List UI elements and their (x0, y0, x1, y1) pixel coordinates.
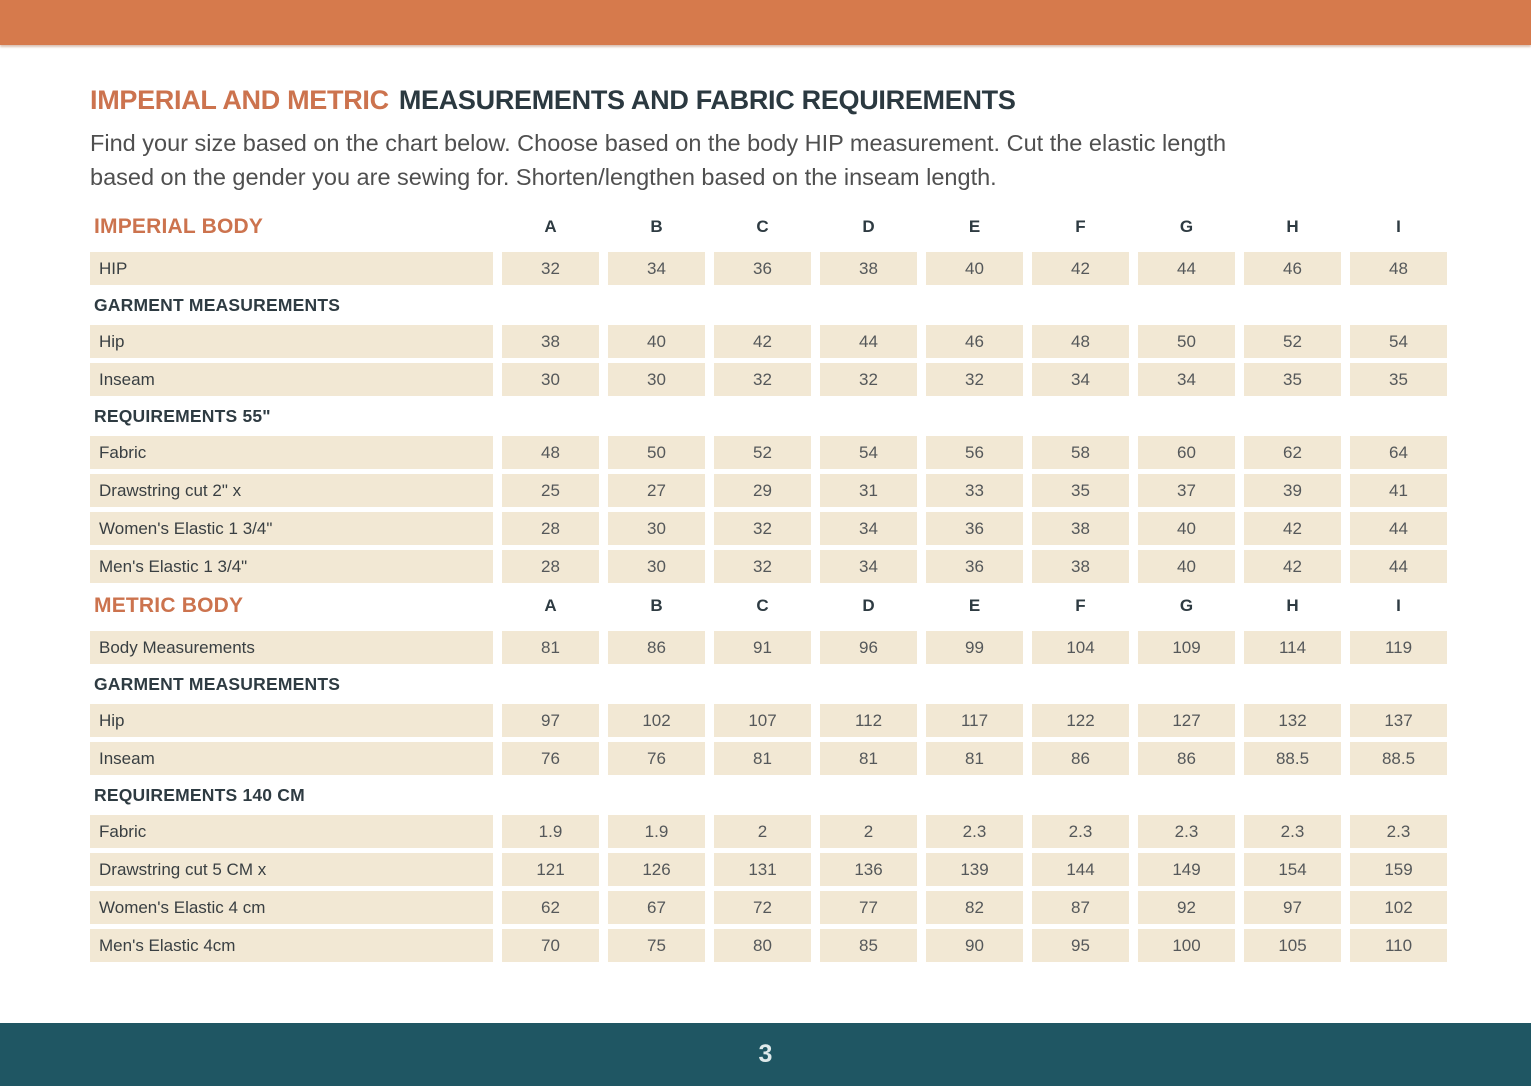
table-row (90, 929, 1447, 962)
measurement-value: 102 (1350, 891, 1447, 924)
measurement-value: 31 (820, 474, 917, 507)
page-content (0, 45, 1531, 967)
measurement-value: 37 (1138, 474, 1235, 507)
measurement-value: 32 (820, 363, 917, 396)
measurement-value: 28 (502, 512, 599, 545)
measurement-value: 56 (926, 436, 1023, 469)
size-column-letter: C (756, 217, 769, 236)
subheader-label: REQUIREMENTS 140 CM (94, 784, 305, 805)
subheader-label: GARMENT MEASUREMENTS (94, 673, 341, 694)
measurement-value: 144 (1032, 853, 1129, 886)
measurement-value: 92 (1138, 891, 1235, 924)
measurement-value: 112 (820, 704, 917, 737)
measurement-value: 38 (1032, 512, 1129, 545)
row-label: Drawstring cut 5 CM x (90, 853, 493, 886)
table-row (90, 742, 1447, 775)
page-number: 3 (758, 1040, 773, 1068)
measurement-value: 48 (1350, 252, 1447, 285)
size-column-letter: H (1286, 596, 1299, 615)
measurement-value: 42 (714, 325, 811, 358)
measurement-value: 90 (926, 929, 1023, 962)
size-column-letter: F (1075, 596, 1086, 615)
measurement-value: 34 (608, 252, 705, 285)
table-row (90, 853, 1447, 886)
table-row (90, 363, 1447, 396)
measurement-value: 36 (714, 252, 811, 285)
measurement-value: 110 (1350, 929, 1447, 962)
measurement-value: 104 (1032, 631, 1129, 664)
measurement-value: 107 (714, 704, 811, 737)
measurement-value: 35 (1032, 474, 1129, 507)
size-column-letter: G (1179, 596, 1194, 615)
size-column-letter: H (1286, 217, 1299, 236)
measurement-value: 30 (608, 550, 705, 583)
measurement-value: 137 (1350, 704, 1447, 737)
measurement-value: 44 (820, 325, 917, 358)
size-column-letter: G (1179, 217, 1194, 236)
measurement-value: 76 (608, 742, 705, 775)
measurement-value: 52 (714, 436, 811, 469)
table-row (90, 631, 1447, 664)
measurement-value: 67 (608, 891, 705, 924)
measurement-value: 136 (820, 853, 917, 886)
measurement-value: 95 (1032, 929, 1129, 962)
page-title-rest: MEASUREMENTS AND FABRIC REQUIREMENTS (398, 85, 1016, 115)
measurement-value: 46 (926, 325, 1023, 358)
row-label: Inseam (90, 742, 493, 775)
measurement-value: 109 (1138, 631, 1235, 664)
measurement-value: 44 (1138, 252, 1235, 285)
measurement-value: 40 (1138, 550, 1235, 583)
table-row (90, 436, 1447, 469)
subheader-label: REQUIREMENTS 55" (94, 405, 271, 426)
measurement-value: 62 (1244, 436, 1341, 469)
size-column-letter: D (862, 217, 875, 236)
row-label: Hip (90, 704, 493, 737)
measurement-value: 48 (502, 436, 599, 469)
measurement-value: 122 (1032, 704, 1129, 737)
measurement-value: 97 (502, 704, 599, 737)
measurement-value: 100 (1138, 929, 1235, 962)
measurement-value: 40 (1138, 512, 1235, 545)
measurement-value: 35 (1350, 363, 1447, 396)
measurement-value: 149 (1138, 853, 1235, 886)
measurement-value: 2.3 (1244, 815, 1341, 848)
subtitle-line-2: based on the gender you are sewing for. Shorten/lengthen based on the inseam length. (90, 164, 997, 190)
measurement-value: 27 (608, 474, 705, 507)
page-title-accent: IMPERIAL AND METRIC (90, 85, 389, 115)
measurement-value: 34 (820, 512, 917, 545)
measurement-value: 127 (1138, 704, 1235, 737)
measurement-value: 44 (1350, 512, 1447, 545)
measurement-value: 38 (1032, 550, 1129, 583)
page-subtitle (90, 126, 1447, 194)
measurement-value: 2 (820, 815, 917, 848)
row-label: Inseam (90, 363, 493, 396)
table-row (90, 474, 1447, 507)
measurement-value: 25 (502, 474, 599, 507)
measurement-value: 52 (1244, 325, 1341, 358)
measurement-value: 85 (820, 929, 917, 962)
row-label: Women's Elastic 1 3/4" (90, 512, 493, 545)
measurement-value: 102 (608, 704, 705, 737)
section-title: METRIC BODY (94, 594, 244, 617)
measurement-value: 64 (1350, 436, 1447, 469)
measurement-value: 87 (1032, 891, 1129, 924)
measurement-value: 30 (502, 363, 599, 396)
measurement-value: 82 (926, 891, 1023, 924)
table-row (90, 512, 1447, 545)
measurement-value: 96 (820, 631, 917, 664)
measurement-value: 32 (714, 512, 811, 545)
measurement-value: 77 (820, 891, 917, 924)
measurement-value: 99 (926, 631, 1023, 664)
row-label: Drawstring cut 2" x (90, 474, 493, 507)
subtitle-line-1: Find your size based on the chart below. Choose based on the body HIP measurement. Cut the elastic length (90, 130, 1227, 156)
measurement-value: 42 (1032, 252, 1129, 285)
measurement-value: 60 (1138, 436, 1235, 469)
measurement-value: 75 (608, 929, 705, 962)
measurement-value: 105 (1244, 929, 1341, 962)
measurement-value: 117 (926, 704, 1023, 737)
measurement-value: 34 (1138, 363, 1235, 396)
measurement-value: 2.3 (1032, 815, 1129, 848)
measurement-value: 2.3 (1138, 815, 1235, 848)
table-row (90, 815, 1447, 848)
measurement-value: 50 (608, 436, 705, 469)
measurement-value: 50 (1138, 325, 1235, 358)
measurement-value: 76 (502, 742, 599, 775)
measurement-value: 86 (1032, 742, 1129, 775)
measurement-value: 35 (1244, 363, 1341, 396)
measurement-value: 81 (502, 631, 599, 664)
measurement-value: 81 (714, 742, 811, 775)
measurement-value: 91 (714, 631, 811, 664)
row-label: Men's Elastic 1 3/4" (90, 550, 493, 583)
measurement-value: 70 (502, 929, 599, 962)
table-subheader-row (90, 669, 1447, 699)
measurement-value: 48 (1032, 325, 1129, 358)
measurement-value: 126 (608, 853, 705, 886)
measurement-value: 54 (1350, 325, 1447, 358)
table-row (90, 252, 1447, 285)
measurement-value: 132 (1244, 704, 1341, 737)
table-row (90, 891, 1447, 924)
measurement-value: 40 (608, 325, 705, 358)
size-column-letter: B (650, 596, 663, 615)
subheader-label: GARMENT MEASUREMENTS (94, 294, 341, 315)
measurement-value: 114 (1244, 631, 1341, 664)
size-table (90, 210, 1447, 962)
row-label: Fabric (90, 436, 493, 469)
measurement-value: 42 (1244, 550, 1341, 583)
measurement-value: 62 (502, 891, 599, 924)
measurement-value: 38 (502, 325, 599, 358)
measurement-value: 46 (1244, 252, 1341, 285)
measurement-value: 121 (502, 853, 599, 886)
measurement-value: 36 (926, 512, 1023, 545)
measurement-value: 2 (714, 815, 811, 848)
measurement-value: 58 (1032, 436, 1129, 469)
measurement-value: 154 (1244, 853, 1341, 886)
table-subheader-row (90, 780, 1447, 810)
measurement-value: 97 (1244, 891, 1341, 924)
table-row (90, 325, 1447, 358)
measurement-value: 32 (926, 363, 1023, 396)
measurement-value: 86 (1138, 742, 1235, 775)
measurement-value: 36 (926, 550, 1023, 583)
size-column-letter: D (862, 596, 875, 615)
measurement-value: 32 (714, 550, 811, 583)
measurement-value: 54 (820, 436, 917, 469)
size-column-letter: A (544, 596, 557, 615)
measurement-value: 159 (1350, 853, 1447, 886)
top-accent-bar (0, 0, 1531, 45)
size-column-letter: B (650, 217, 663, 236)
size-column-letter: I (1396, 217, 1401, 236)
measurement-value: 34 (820, 550, 917, 583)
measurement-value: 28 (502, 550, 599, 583)
measurement-value: 32 (502, 252, 599, 285)
table-row (90, 550, 1447, 583)
measurement-value: 29 (714, 474, 811, 507)
size-column-letter: E (968, 596, 981, 615)
row-label: Fabric (90, 815, 493, 848)
table-subheader-row (90, 290, 1447, 320)
size-column-letter: C (756, 596, 769, 615)
measurement-value: 81 (820, 742, 917, 775)
section-header-row (90, 210, 1447, 244)
measurement-value: 33 (926, 474, 1023, 507)
measurement-value: 44 (1350, 550, 1447, 583)
row-label: Women's Elastic 4 cm (90, 891, 493, 924)
measurement-value: 42 (1244, 512, 1341, 545)
measurement-value: 41 (1350, 474, 1447, 507)
measurement-value: 131 (714, 853, 811, 886)
measurement-value: 30 (608, 512, 705, 545)
measurement-value: 30 (608, 363, 705, 396)
table-row (90, 704, 1447, 737)
row-label: Body Measurements (90, 631, 493, 664)
measurement-value: 139 (926, 853, 1023, 886)
measurement-value: 34 (1032, 363, 1129, 396)
measurement-value: 1.9 (608, 815, 705, 848)
row-label: Men's Elastic 4cm (90, 929, 493, 962)
footer-bar (0, 1023, 1531, 1086)
row-label: HIP (90, 252, 493, 285)
measurement-value: 86 (608, 631, 705, 664)
size-column-letter: E (968, 217, 981, 236)
size-column-letter: A (544, 217, 557, 236)
measurement-value: 80 (714, 929, 811, 962)
measurement-value: 38 (820, 252, 917, 285)
section-header-row (90, 589, 1447, 623)
measurement-value: 88.5 (1350, 742, 1447, 775)
size-column-letter: I (1396, 596, 1401, 615)
measurement-value: 40 (926, 252, 1023, 285)
size-column-letter: F (1075, 217, 1086, 236)
table-subheader-row (90, 401, 1447, 431)
measurement-value: 72 (714, 891, 811, 924)
measurement-value: 81 (926, 742, 1023, 775)
measurement-value: 119 (1350, 631, 1447, 664)
measurement-value: 32 (714, 363, 811, 396)
row-label: Hip (90, 325, 493, 358)
measurement-value: 39 (1244, 474, 1341, 507)
measurement-value: 1.9 (502, 815, 599, 848)
measurement-value: 2.3 (926, 815, 1023, 848)
measurement-value: 2.3 (1350, 815, 1447, 848)
measurement-value: 88.5 (1244, 742, 1341, 775)
section-title: IMPERIAL BODY (94, 215, 264, 238)
page-title (90, 85, 1447, 116)
